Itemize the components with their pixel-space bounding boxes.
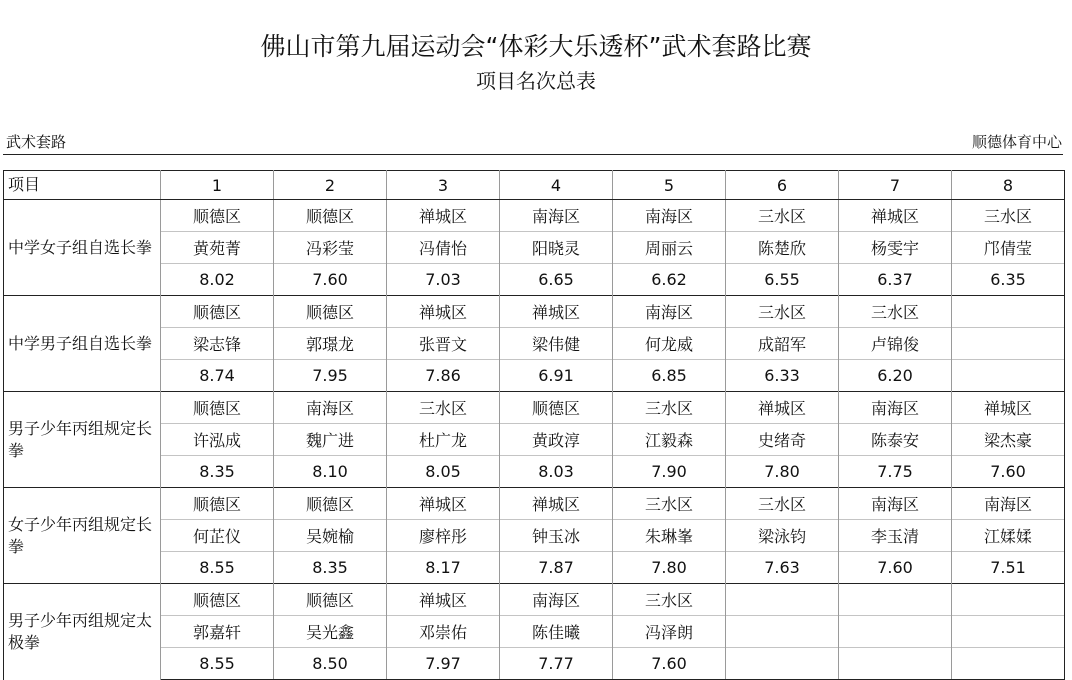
athlete-cell: 杜广龙 [387, 424, 500, 456]
athlete-cell: 郭璟龙 [274, 328, 387, 360]
district-cell [952, 584, 1065, 616]
score-cell: 8.35 [274, 552, 387, 584]
score-cell: 7.87 [500, 552, 613, 584]
district-cell: 南海区 [839, 392, 952, 424]
score-cell: 7.77 [500, 648, 613, 680]
athlete-cell: 梁志锋 [161, 328, 274, 360]
results-body [4, 171, 1065, 680]
district-cell: 顺德区 [274, 584, 387, 616]
event-name: 男子少年丙组规定太极拳 [4, 584, 161, 680]
place-header: 1 [161, 171, 274, 200]
athlete-cell: 邝倩莹 [952, 232, 1065, 264]
district-cell: 三水区 [726, 296, 839, 328]
athlete-cell [839, 616, 952, 648]
score-row [4, 360, 1065, 392]
score-cell: 6.20 [839, 360, 952, 392]
district-cell: 三水区 [839, 296, 952, 328]
place-header: 5 [613, 171, 726, 200]
district-cell: 禅城区 [387, 296, 500, 328]
athlete-row [4, 232, 1065, 264]
athlete-row [4, 616, 1065, 648]
score-cell: 7.95 [274, 360, 387, 392]
score-cell: 7.60 [274, 264, 387, 296]
district-cell: 南海区 [500, 584, 613, 616]
district-row [4, 584, 1065, 616]
district-cell: 禅城区 [500, 296, 613, 328]
place-header: 4 [500, 171, 613, 200]
athlete-cell: 朱琳峯 [613, 520, 726, 552]
athlete-row [4, 328, 1065, 360]
district-cell: 南海区 [500, 200, 613, 232]
table-header-row [4, 171, 1065, 200]
district-cell [839, 584, 952, 616]
athlete-cell [952, 328, 1065, 360]
place-header: 7 [839, 171, 952, 200]
district-cell: 禅城区 [387, 200, 500, 232]
athlete-cell: 冯倩怡 [387, 232, 500, 264]
district-cell: 顺德区 [161, 296, 274, 328]
score-cell: 8.35 [161, 456, 274, 488]
score-cell [839, 648, 952, 680]
athlete-cell: 陈楚欣 [726, 232, 839, 264]
athlete-cell: 史绪奇 [726, 424, 839, 456]
score-cell: 7.60 [839, 552, 952, 584]
district-cell: 南海区 [613, 200, 726, 232]
document-title: 佛山市第九届运动会“体彩大乐透杯”武术套路比赛 [260, 32, 812, 61]
score-cell: 7.51 [952, 552, 1065, 584]
athlete-row [4, 424, 1065, 456]
athlete-cell: 梁伟健 [500, 328, 613, 360]
athlete-cell: 郭嘉轩 [161, 616, 274, 648]
athlete-cell: 梁杰豪 [952, 424, 1065, 456]
score-cell: 8.74 [161, 360, 274, 392]
score-cell: 6.91 [500, 360, 613, 392]
score-cell: 7.63 [726, 552, 839, 584]
score-cell: 8.05 [387, 456, 500, 488]
district-cell: 南海区 [952, 488, 1065, 520]
score-cell: 7.75 [839, 456, 952, 488]
district-cell [726, 584, 839, 616]
event-name: 男子少年丙组规定长拳 [4, 392, 161, 488]
district-cell: 禅城区 [500, 488, 613, 520]
score-cell: 8.50 [274, 648, 387, 680]
athlete-cell [726, 616, 839, 648]
athlete-cell: 卢锦俊 [839, 328, 952, 360]
place-header: 8 [952, 171, 1065, 200]
district-cell: 三水区 [726, 488, 839, 520]
athlete-cell: 李玉清 [839, 520, 952, 552]
score-cell: 7.03 [387, 264, 500, 296]
district-cell: 顺德区 [161, 200, 274, 232]
district-cell: 三水区 [613, 392, 726, 424]
athlete-cell: 吴婉榆 [274, 520, 387, 552]
athlete-cell: 周丽云 [613, 232, 726, 264]
athlete-cell: 冯泽朗 [613, 616, 726, 648]
score-cell: 6.55 [726, 264, 839, 296]
score-cell: 6.85 [613, 360, 726, 392]
district-cell: 顺德区 [500, 392, 613, 424]
athlete-cell: 梁泳钧 [726, 520, 839, 552]
athlete-cell: 陈泰安 [839, 424, 952, 456]
district-row [4, 200, 1065, 232]
athlete-cell: 许泓成 [161, 424, 274, 456]
score-cell: 8.55 [161, 648, 274, 680]
district-cell: 南海区 [839, 488, 952, 520]
athlete-cell: 钟玉冰 [500, 520, 613, 552]
district-cell: 顺德区 [274, 200, 387, 232]
header-divider [3, 154, 1063, 155]
district-cell: 三水区 [613, 488, 726, 520]
score-row [4, 552, 1065, 584]
score-cell: 8.55 [161, 552, 274, 584]
score-cell: 7.60 [613, 648, 726, 680]
district-cell: 禅城区 [839, 200, 952, 232]
score-cell: 8.03 [500, 456, 613, 488]
district-cell: 三水区 [726, 200, 839, 232]
district-cell: 禅城区 [387, 488, 500, 520]
score-cell: 6.35 [952, 264, 1065, 296]
event-name: 中学男子组自选长拳 [4, 296, 161, 392]
district-row [4, 392, 1065, 424]
score-cell: 7.86 [387, 360, 500, 392]
athlete-cell: 陈佳曦 [500, 616, 613, 648]
score-cell: 8.17 [387, 552, 500, 584]
district-cell: 三水区 [613, 584, 726, 616]
athlete-cell: 何龙威 [613, 328, 726, 360]
score-cell: 7.80 [726, 456, 839, 488]
district-cell [952, 296, 1065, 328]
district-cell: 顺德区 [161, 392, 274, 424]
item-column-header: 项目 [4, 171, 161, 200]
athlete-cell: 阳晓灵 [500, 232, 613, 264]
district-cell: 三水区 [952, 200, 1065, 232]
score-cell [952, 360, 1065, 392]
athlete-cell: 杨雯宇 [839, 232, 952, 264]
score-cell: 7.90 [613, 456, 726, 488]
athlete-cell: 魏广进 [274, 424, 387, 456]
score-row [4, 456, 1065, 488]
athlete-cell: 江媃媃 [952, 520, 1065, 552]
district-cell: 三水区 [387, 392, 500, 424]
score-cell [726, 648, 839, 680]
sport-label: 武术套路 [6, 133, 67, 151]
athlete-cell: 江毅森 [613, 424, 726, 456]
district-cell: 顺德区 [161, 488, 274, 520]
score-cell: 7.97 [387, 648, 500, 680]
score-cell: 6.33 [726, 360, 839, 392]
score-row [4, 264, 1065, 296]
event-name: 女子少年丙组规定长拳 [4, 488, 161, 584]
results-table [3, 170, 1065, 680]
athlete-cell: 邓崇佑 [387, 616, 500, 648]
district-cell: 南海区 [613, 296, 726, 328]
athlete-row [4, 520, 1065, 552]
athlete-cell: 黄苑菁 [161, 232, 274, 264]
score-row [4, 648, 1065, 680]
athlete-cell: 成韶军 [726, 328, 839, 360]
score-cell: 6.62 [613, 264, 726, 296]
venue-label: 顺德体育中心 [971, 133, 1062, 151]
score-cell [952, 648, 1065, 680]
athlete-cell: 张晋文 [387, 328, 500, 360]
athlete-cell: 黄政淳 [500, 424, 613, 456]
district-cell: 顺德区 [274, 488, 387, 520]
place-header: 6 [726, 171, 839, 200]
district-row [4, 296, 1065, 328]
place-header: 2 [274, 171, 387, 200]
place-header: 3 [387, 171, 500, 200]
score-cell: 8.02 [161, 264, 274, 296]
athlete-cell [952, 616, 1065, 648]
event-name: 中学女子组自选长拳 [4, 200, 161, 296]
district-cell: 顺德区 [274, 296, 387, 328]
district-cell: 禅城区 [387, 584, 500, 616]
athlete-cell: 吴光鑫 [274, 616, 387, 648]
score-cell: 7.60 [952, 456, 1065, 488]
district-cell: 顺德区 [161, 584, 274, 616]
district-cell: 南海区 [274, 392, 387, 424]
district-cell: 禅城区 [952, 392, 1065, 424]
score-cell: 6.37 [839, 264, 952, 296]
district-cell: 禅城区 [726, 392, 839, 424]
district-row [4, 488, 1065, 520]
athlete-cell: 何芷仪 [161, 520, 274, 552]
score-cell: 6.65 [500, 264, 613, 296]
athlete-cell: 廖梓彤 [387, 520, 500, 552]
athlete-cell: 冯彩莹 [274, 232, 387, 264]
score-cell: 8.10 [274, 456, 387, 488]
document-subtitle: 项目名次总表 [476, 69, 596, 93]
score-cell: 7.80 [613, 552, 726, 584]
